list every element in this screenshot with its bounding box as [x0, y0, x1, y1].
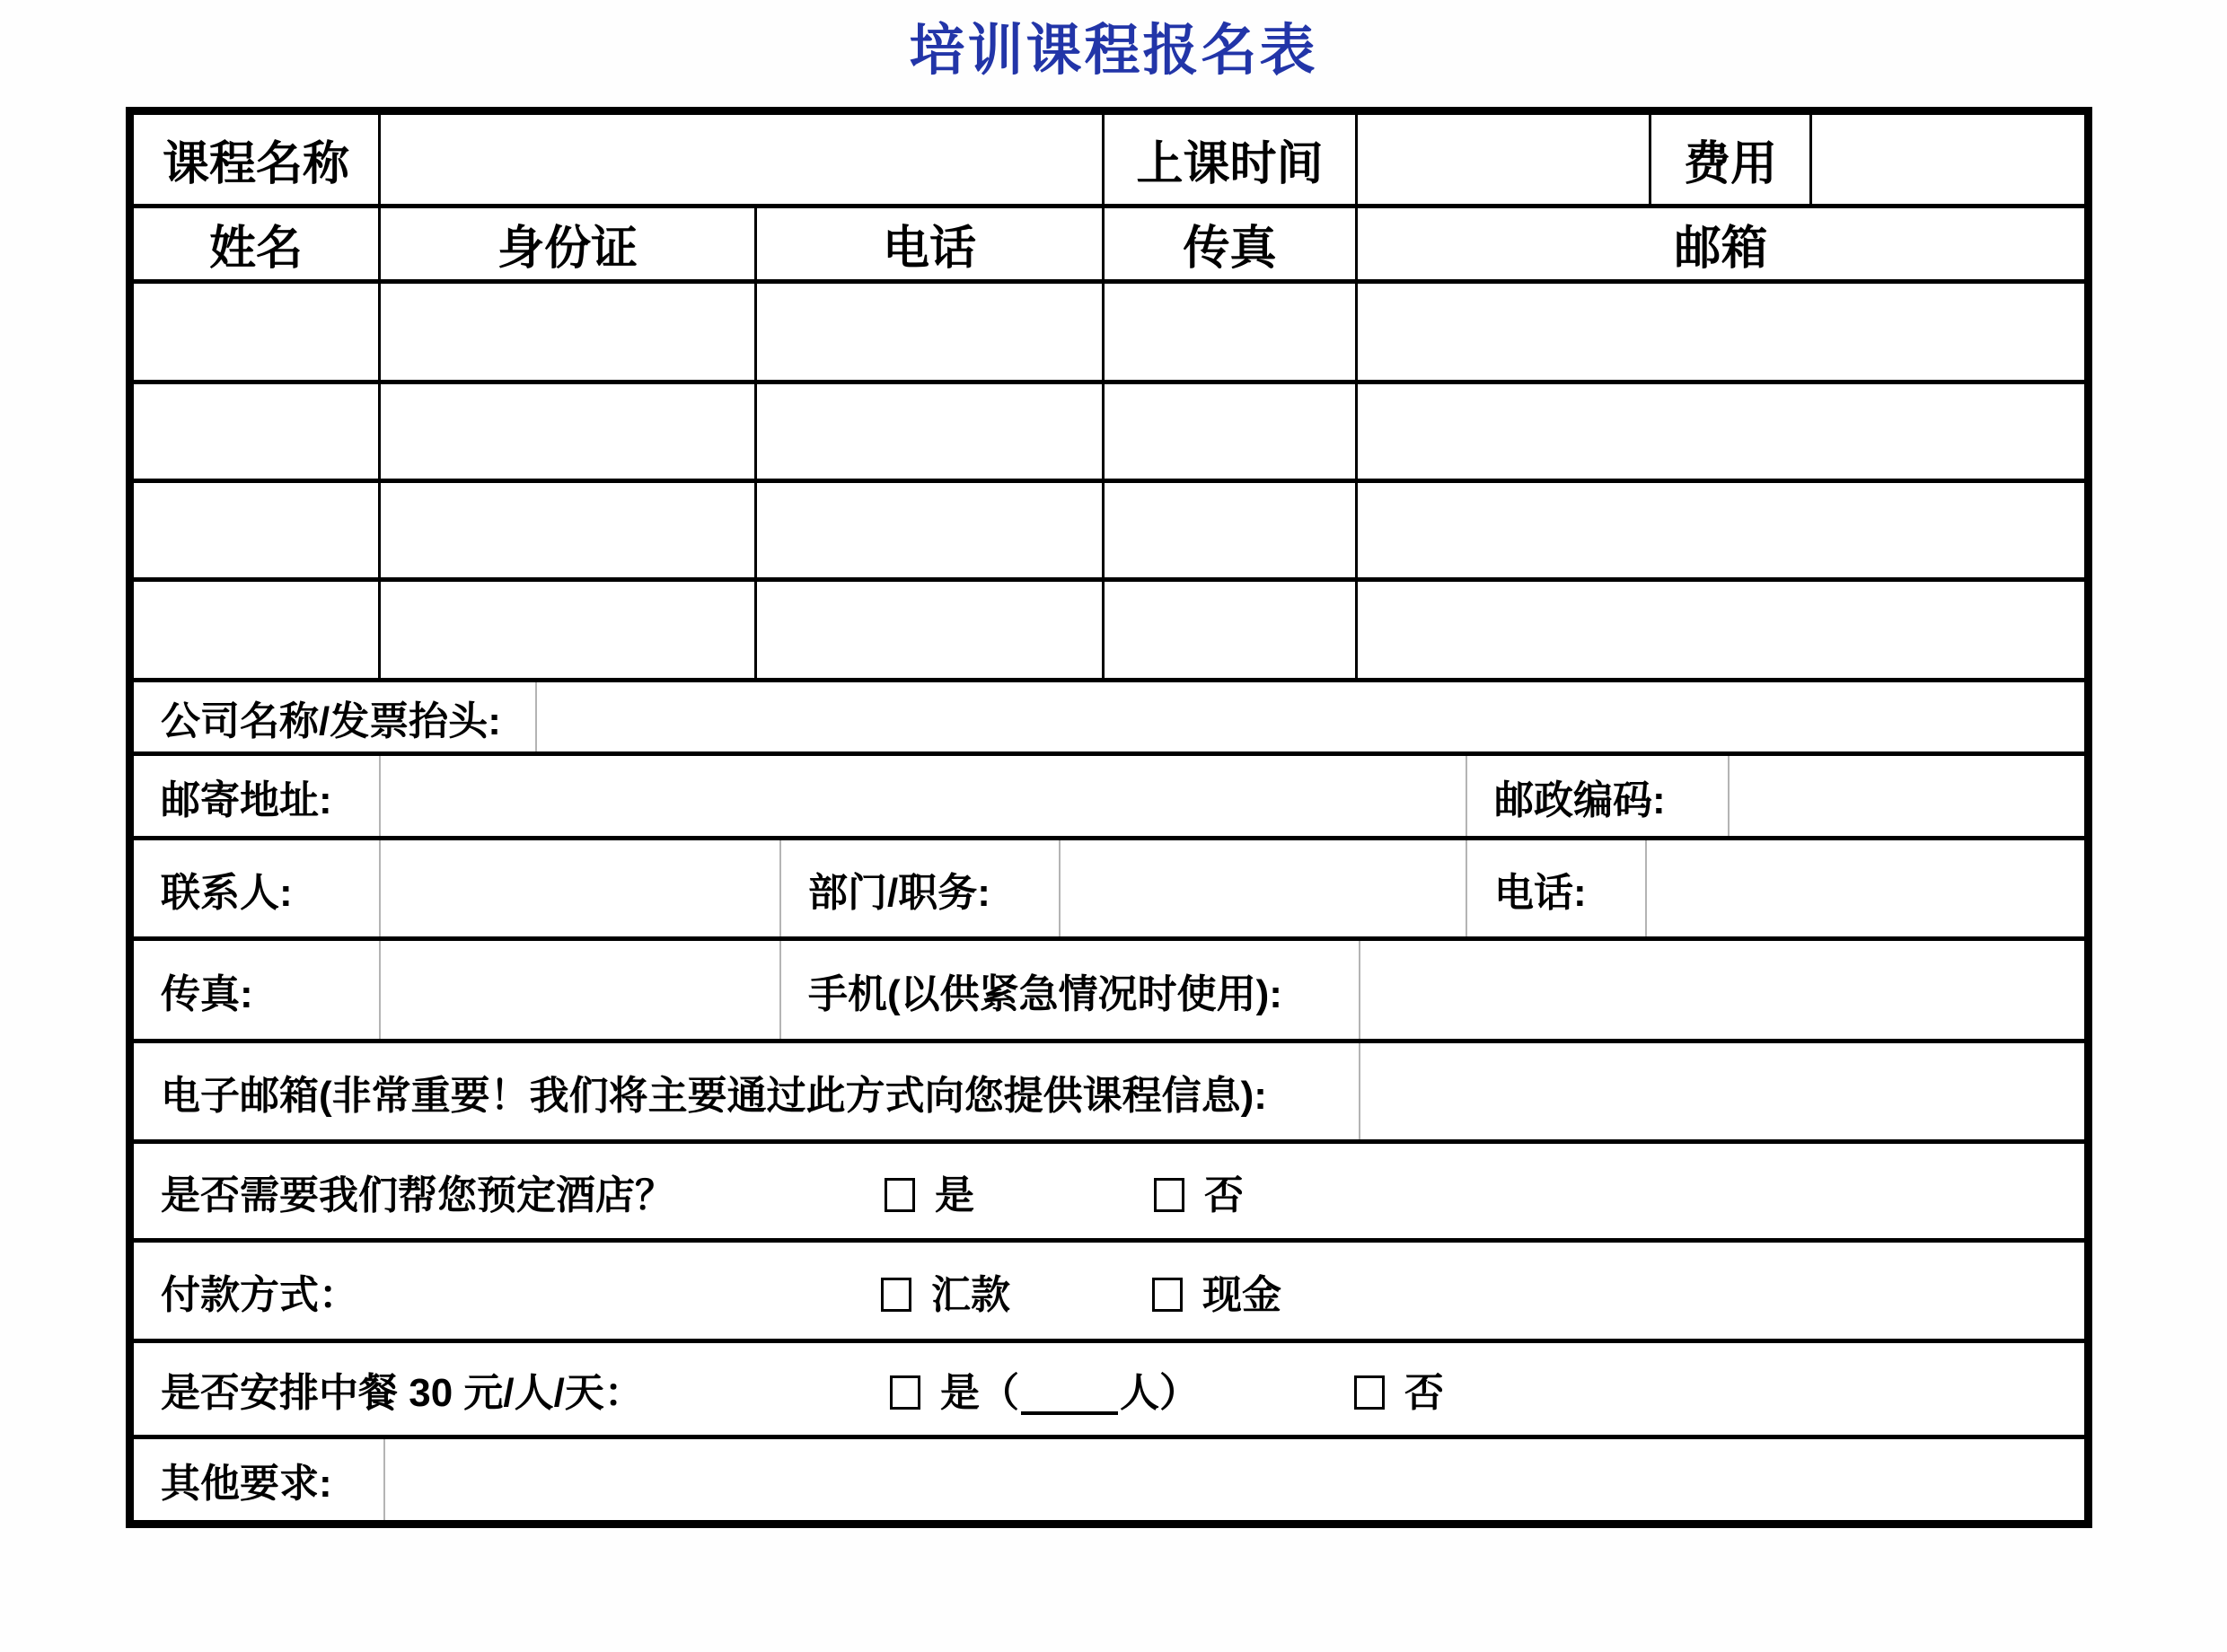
department-label: 部门/职务:: [781, 840, 1061, 936]
other-requirements-input-cell[interactable]: [385, 1439, 2084, 1520]
company-row: [134, 682, 2084, 756]
contact-row: [134, 840, 2084, 941]
fee-input-cell[interactable]: [1812, 115, 2084, 204]
attendee-phone-cell[interactable]: [757, 582, 1105, 678]
lunch-headcount-blank[interactable]: [1021, 1410, 1118, 1415]
hotel-no-label: 否: [1204, 1173, 1244, 1217]
attendee-phone-cell[interactable]: [757, 384, 1105, 479]
payment-row: [134, 1243, 2084, 1343]
col-header-id: 身份证: [381, 208, 757, 279]
col-header-phone: 电话: [757, 208, 1105, 279]
registration-form-table: [126, 107, 2092, 1528]
payment-remit-option: [881, 1262, 1010, 1320]
other-requirements-row: [134, 1439, 2084, 1520]
attendee-header-row: [134, 208, 2084, 284]
attendee-row-4: [134, 582, 2084, 682]
lunch-yes-suffix: 人）: [1120, 1371, 1199, 1415]
hotel-no-checkbox[interactable]: [1154, 1178, 1184, 1212]
contact-phone-label: 电话:: [1467, 840, 1647, 936]
attendee-email-cell[interactable]: [1358, 284, 2084, 380]
mailing-address-input-cell[interactable]: [381, 756, 1467, 836]
attendee-email-cell[interactable]: [1358, 483, 2084, 577]
attendee-id-cell[interactable]: [381, 384, 757, 479]
class-time-label: 上课时间: [1105, 115, 1358, 204]
lunch-no-label: 否: [1404, 1371, 1444, 1415]
attendee-id-cell[interactable]: [381, 284, 757, 380]
email-row: [134, 1043, 2084, 1144]
attendee-id-cell[interactable]: [381, 483, 757, 577]
mobile-input-cell[interactable]: [1360, 941, 2084, 1039]
contact-person-label: 联系人:: [134, 840, 381, 936]
fax-row: [134, 941, 2084, 1043]
email-input-cell[interactable]: [1360, 1043, 2084, 1139]
class-time-input-cell[interactable]: [1358, 115, 1651, 204]
company-name-label: 公司名称/发票抬头:: [134, 682, 537, 751]
lunch-no-checkbox[interactable]: [1354, 1375, 1385, 1410]
attendee-row-3: [134, 483, 2084, 582]
hotel-question-row: [134, 1144, 2084, 1243]
fee-label: 费用: [1651, 115, 1812, 204]
col-header-email: 邮箱: [1674, 223, 1768, 275]
attendee-name-cell[interactable]: [134, 384, 381, 479]
payment-remit-checkbox[interactable]: [881, 1278, 911, 1312]
hotel-yes-option: [885, 1163, 974, 1220]
lunch-yes-checkbox[interactable]: [890, 1375, 920, 1410]
attendee-row-1: [134, 284, 2084, 384]
postcode-label: 邮政编码:: [1467, 756, 1730, 836]
payment-remit-label: 汇款: [931, 1272, 1010, 1317]
hotel-no-option: [1154, 1163, 1244, 1220]
lunch-no-option: [1354, 1360, 1444, 1418]
attendee-fax-cell[interactable]: [1105, 284, 1358, 380]
attendee-phone-cell[interactable]: [757, 483, 1105, 577]
attendee-name-cell[interactable]: [134, 582, 381, 678]
mobile-label: 手机(以供紧急情况时使用):: [781, 941, 1360, 1039]
attendee-row-2: [134, 384, 2084, 483]
email-label: 电子邮箱(非常重要！我们将主要通过此方式向您提供课程信息):: [134, 1043, 1360, 1139]
payment-label: 付款方式：: [161, 1272, 358, 1317]
department-input-cell[interactable]: [1061, 840, 1467, 936]
attendee-name-cell[interactable]: [134, 483, 381, 577]
payment-cash-option: [1152, 1262, 1281, 1320]
lunch-question-label: 是否安排中餐 30 元/人/天：: [161, 1371, 644, 1415]
lunch-question-row: [134, 1343, 2084, 1439]
payment-cash-label: 现金: [1202, 1272, 1281, 1317]
attendee-email-cell[interactable]: [1358, 384, 2084, 479]
attendee-fax-cell[interactable]: [1105, 582, 1358, 678]
attendee-email-cell[interactable]: [1358, 582, 2084, 678]
contact-person-input-cell[interactable]: [381, 840, 781, 936]
postcode-input-cell[interactable]: [1730, 756, 2084, 836]
lunch-yes-option: [890, 1360, 1199, 1418]
fax-input-cell[interactable]: [381, 941, 781, 1039]
attendee-id-cell[interactable]: [381, 582, 757, 678]
attendee-name-cell[interactable]: [134, 284, 381, 380]
hotel-question-label: 是否需要我们帮您预定酒店？: [161, 1173, 674, 1217]
course-info-row: [134, 115, 2084, 208]
contact-phone-input-cell[interactable]: [1647, 840, 2084, 936]
payment-cash-checkbox[interactable]: [1152, 1278, 1183, 1312]
address-row: [134, 756, 2084, 840]
company-name-input-cell[interactable]: [537, 682, 2084, 751]
hotel-yes-label: 是: [935, 1173, 974, 1217]
page-title: 培训课程报名表: [909, 20, 1318, 82]
mailing-address-label: 邮寄地址:: [134, 756, 381, 836]
fax-label: 传真:: [134, 941, 381, 1039]
course-name-label: 课程名称: [134, 115, 381, 204]
attendee-fax-cell[interactable]: [1105, 483, 1358, 577]
other-requirements-label: 其他要求:: [134, 1439, 385, 1520]
attendee-fax-cell[interactable]: [1105, 384, 1358, 479]
col-header-name: 姓名: [134, 208, 381, 279]
hotel-yes-checkbox[interactable]: [885, 1178, 915, 1212]
attendee-phone-cell[interactable]: [757, 284, 1105, 380]
course-name-input-cell[interactable]: [381, 115, 1105, 204]
lunch-yes-prefix: 是（: [940, 1371, 1019, 1415]
col-header-fax: 传真: [1105, 208, 1358, 279]
